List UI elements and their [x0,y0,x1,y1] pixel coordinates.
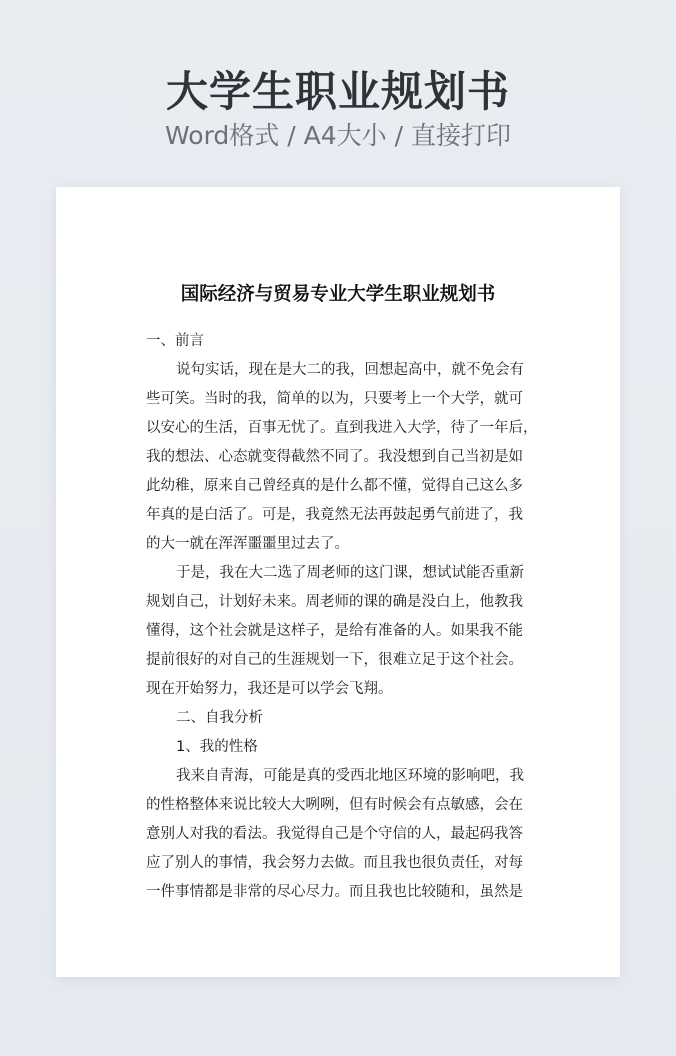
paragraph-line: 我来自青海，可能是真的受西北地区环境的影响吧，我 [176,768,524,784]
banner-title: 大学生职业规划书 [165,67,510,116]
paragraph-line: 年真的是白活了。可是，我竟然无法再鼓起勇气前进了，我 [146,507,523,523]
paragraph-line: 的性格整体来说比较大大咧咧，但有时候会有点敏感，会在 [146,797,523,813]
paragraph-line: 些可笑。当时的我，简单的以为，只要考上一个大学，就可 [146,391,523,407]
paragraph-line: 我的想法、心态就变得截然不同了。我没想到自己当初是如 [146,449,523,465]
document-body [146,327,536,907]
document-page [56,187,620,977]
paragraph-line: 的大一就在浑浑噩噩里过去了。 [146,536,349,552]
paragraph-line: 于是，我在大二选了周老师的这门课，想试试能否重新 [176,565,524,581]
paragraph-line: 以安心的生活，百事无忧了。直到我进入大学，待了一年后， [146,420,538,436]
paragraph-line: 应了别人的事情，我会努力去做。而且我也很负责任，对每 [146,855,523,871]
paragraph-line: 现在开始努力，我还是可以学会飞翔。 [146,681,393,697]
paragraph-line: 懂得，这个社会就是这样子，是给有准备的人。如果我不能 [146,623,523,639]
paragraph-line: 1、我的性格 [176,739,258,755]
document-title: 国际经济与贸易专业大学生职业规划书 [180,284,496,305]
paragraph-line: 说句实话，现在是大二的我，回想起高中，就不免会有 [176,362,524,378]
paragraph-line: 意别人对我的看法。我觉得自己是个守信的人，最起码我答 [146,826,523,842]
paragraph-line: 提前很好的对自己的生涯规划一下，很难立足于这个社会。 [146,652,523,668]
paragraph-line: 此幼稚，原来自己曾经真的是什么都不懂，觉得自己这么多 [146,478,523,494]
paragraph-line: 规划自己，计划好未来。周老师的课的确是没白上，他教我 [146,594,523,610]
banner-subtitle: Word格式 / A4大小 / 直接打印 [165,121,511,150]
paragraph-line: 二、自我分析 [176,710,263,726]
paragraph-line: 一、前言 [146,333,204,349]
paragraph-line: 一件事情都是非常的尽心尽力。而且我也比较随和，虽然是 [146,884,523,900]
